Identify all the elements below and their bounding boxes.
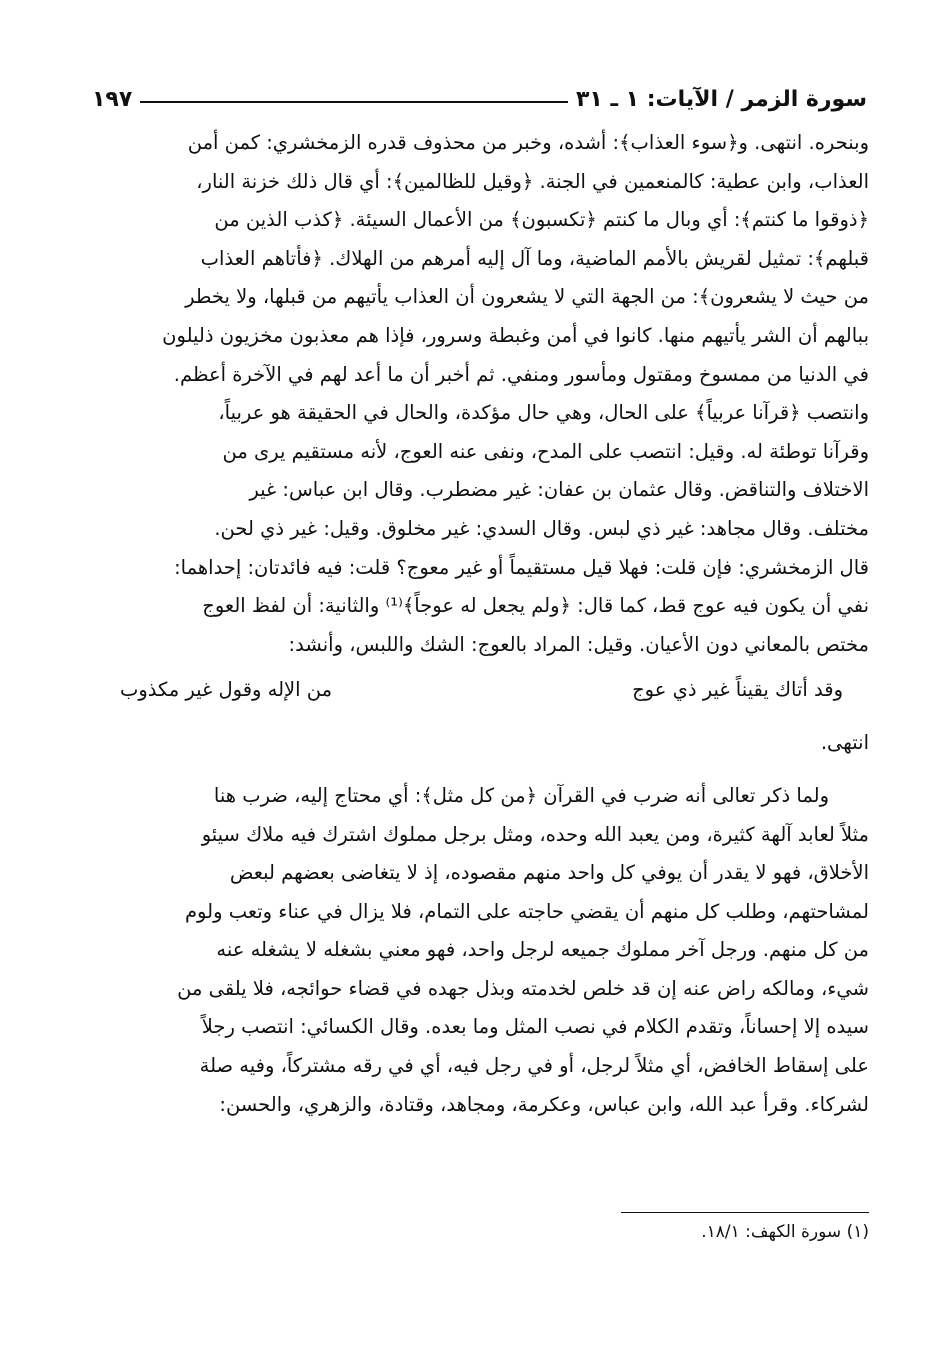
text-line: وانتصب ﴿قرآنا عربياً﴾ على الحال، وهي حال مؤكدة، والحال في الحقيقة هو عربياً، [218, 401, 869, 425]
text-line: في الدنيا من ممسوخ ومقتول ومأسور ومنفي. ثم أخبر أن ما أعد لهم في الآخرة أعظم. [173, 362, 869, 386]
text-line: انتهى. [820, 731, 869, 755]
text-line: قال الزمخشري: فإن قلت: فهلا قيل مستقيماً أو غير معوج؟ قلت: فيه فائدتان: إحداهما: [174, 555, 869, 579]
text-line: قبلهم﴾: تمثيل لقريش بالأمم الماضية، وما آل إليه أمرهم من الهلاك. ﴿فأتاهم العذاب [200, 246, 869, 270]
text-line: ببالهم أن الشر يأتيهم منها. كانوا في أمن وغبطة وسرور، فإذا هم معذبون مخزيون ذليلون [162, 323, 869, 347]
text-line: العذاب، وابن عطية: كالمنعمين في الجنة. ﴿وقيل للظالمين﴾: أي قال ذلك خزنة النار، [196, 169, 869, 193]
text-line: مختلف. وقال مجاهد: غير ذي لبس. وقال السدي: غير مخلوق. وقيل: غير ذي لحن. [214, 516, 869, 540]
text-line: الاختلاف والتناقض. وقال عثمان بن عفان: غير مضطرب. وقال ابن عباس: غير [249, 478, 869, 502]
text-line: لشركاء. وقرأ عبد الله، وابن عباس، وعكرمة، ومجاهد، وقتادة، والزهري، والحسن: [219, 1092, 869, 1116]
header-rule [140, 101, 568, 103]
text-line: سيده إلا إحساناً، وتقدم الكلام في نصب المثل وما بعده. وقال الكسائي: انتصب رجلاً [201, 1015, 869, 1039]
poem-second-hemistich: من الإله وقول غير مكذوب [120, 678, 333, 702]
text-line: مثلاً لعابد آلهة كثيرة، ومن يعبد الله وحده، ومثل برجل مملوك اشترك فيه ملاك سيئو [201, 822, 869, 846]
body-text [92, 124, 869, 1124]
text-line: من كل منهم. ورجل آخر مملوك جميعه لرجل واحد، فهو معني بشغله لا يشغله عنه [216, 938, 869, 962]
footnote-divider [621, 1212, 869, 1213]
text-line: على إسقاط الخافض، أي مثلاً لرجل، أو في رجل فيه، أي في رقه مشتركاً، وفيه صلة [199, 1054, 869, 1078]
header-title: سورة الزمر / الآيات: ١ ـ ٣١ [575, 87, 867, 112]
text-line: الأخلاق، فهو لا يقدر أن يوفي كل واحد منهم مقصوده، إذ لا يتغاضى بعضهم لبعض [229, 861, 869, 885]
text-line: لمشاحتهم، وطلب كل منهم أن يقضي حاجته على التمام، فلا يزال في عناء وتعب ولوم [184, 899, 869, 923]
running-header [92, 78, 867, 112]
text-line: ﴿ذوقوا ما كنتم﴾: أي وبال ما كنتم ﴿تكسبون﴾ من الأعمال السيئة. ﴿كذب الذين من [214, 208, 869, 232]
text-line: شيء، ومالكه راض عنه إن قد خلص لخدمته وبذل جهده في قضاء حوائجه، فلا يلقى من [177, 976, 869, 1000]
poem-verse [92, 670, 869, 710]
poem-first-hemistich: وقد أتاك يقيناً غير ذي عوج [632, 678, 843, 702]
text-line: من حيث لا يشعرون﴾: من الجهة التي لا يشعرون أن العذاب يأتيهم من قبلها، ولا يخطر [185, 285, 869, 309]
paragraph-first-line: ولما ذكر تعالى أنه ضرب في القرآن ﴿من كل مثل﴾: أي محتاج إليه، ضرب هنا [213, 783, 829, 807]
footnote: (١) سورة الكهف: ١٨/١. [701, 1222, 869, 1242]
page-number: ١٩٧ [92, 87, 133, 112]
text-line: وبنحره. انتهى. و﴿سوء العذاب﴾: أشده، وخبر من محذوف قدره الزمخشري: كمن أمن [187, 131, 869, 154]
text-line: مختص بالمعاني دون الأعيان. وقيل: المراد بالعوج: الشك واللبس، وأنشد: [288, 632, 869, 656]
text-line: نفي أن يكون فيه عوج قط، كما قال: ﴿ولم يجعل له عوجاً﴾⁽¹⁾ والثانية: أن لفظ العوج [202, 594, 869, 618]
text-line: وقرآنا توطئة له. وقيل: انتصب على المدح، ونفى عنه العوج، لأنه مستقيم يرى من [222, 439, 869, 463]
